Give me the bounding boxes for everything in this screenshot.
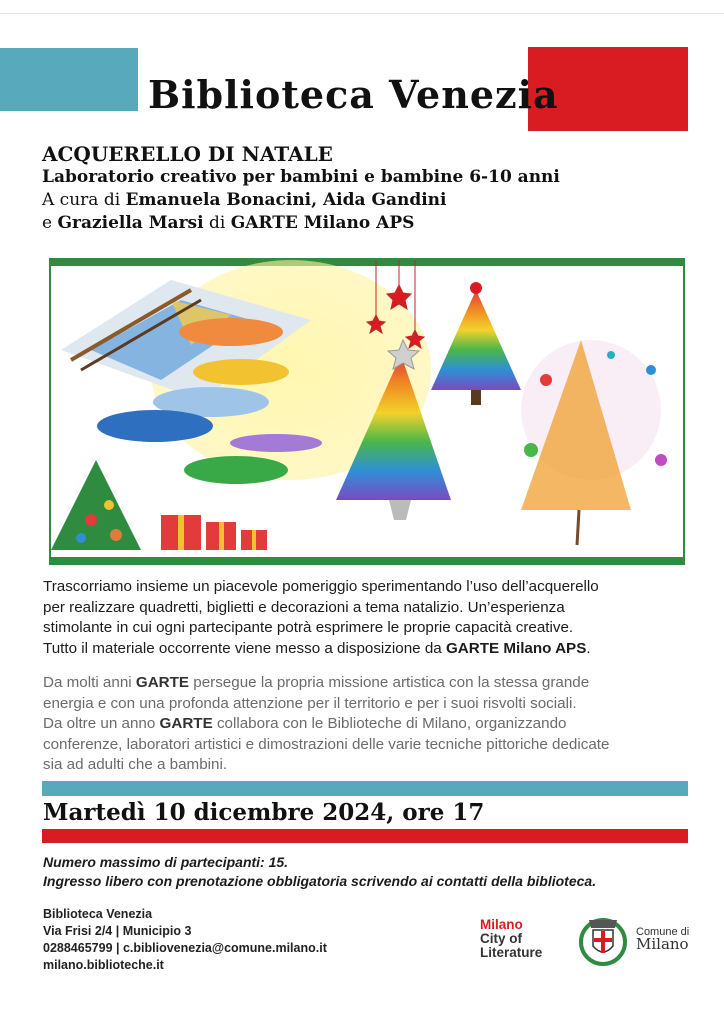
event-date: Martedì 10 dicembre 2024, ore 17 <box>43 799 485 826</box>
green-paint-pan <box>184 456 288 484</box>
about-line: sia ad adulti che a bambini. <box>43 756 228 773</box>
watercolor-splash-tree <box>521 340 667 545</box>
description-line: stimolante in cui ogni partecipante potrà esprimere le proprie capacità creative. <box>43 619 574 636</box>
contact-phone-email[interactable]: 0288465799 | c.bibliovenezia@comune.milano.it <box>43 941 327 955</box>
milano-city-of-literature-logo: Milano City of Literature <box>480 917 543 960</box>
top-divider <box>0 13 724 14</box>
library-title: Biblioteca Venezia <box>148 72 559 117</box>
about-line: energia e con una profonda attenzione per il territorio e per i suoi risvolti sociali. <box>43 694 577 712</box>
description-line: per realizzare quadretti, biglietti e decorazioni a tema natalizio. Un’esperienza <box>43 598 565 616</box>
illustration-frame <box>49 258 685 565</box>
event-heading <box>42 143 560 235</box>
about-line: Da oltre un anno GARTE collabora con le Biblioteche di Milano, organizzando <box>43 715 567 732</box>
event-description <box>43 577 693 659</box>
yellow-paint-pan <box>193 359 289 385</box>
event-subtitle: Laboratorio creativo per bambini e bambine 6-10 anni <box>42 167 560 187</box>
event-title: ACQUERELLO DI NATALE <box>42 142 333 166</box>
contact-website[interactable]: milano.biblioteche.it <box>43 958 164 972</box>
teal-divider-bar <box>42 781 688 796</box>
about-line: conferenze, laboratori artistici e dimostrazioni delle varie tecniche pittoriche dedicate <box>43 735 610 753</box>
comune-di-milano-crest-icon <box>575 912 631 968</box>
about-line: Da molti anni GARTE persegue la propria missione artistica con la stessa grande <box>43 674 590 691</box>
description-line: Trascorriamo insieme un piacevole pomeriggio sperimentando l’uso dell’acquerello <box>43 578 599 595</box>
library-contact <box>43 906 327 974</box>
contact-address: Via Frisi 2/4 | Municipio 3 <box>43 924 192 938</box>
comune-di-milano-logo-text: Comune di Milano <box>636 926 690 953</box>
garte-about <box>43 673 693 776</box>
colorful-christmas-tree <box>431 282 521 405</box>
blue-paint-pan <box>97 410 213 442</box>
participation-info <box>43 853 596 891</box>
contact-name: Biblioteca Venezia <box>43 907 153 921</box>
teal-accent-block <box>0 48 138 111</box>
gift-boxes <box>161 515 267 550</box>
paper-christmas-tree <box>51 460 141 550</box>
description-line: Tutto il materiale occorrente viene messo a disposizione da GARTE Milano APS. <box>43 639 591 657</box>
watercolor-christmas-illustration <box>51 260 683 563</box>
max-participants: Numero massimo di partecipanti: 15. <box>43 854 289 870</box>
orange-paint-pan <box>179 318 283 346</box>
red-divider-bar <box>42 829 688 843</box>
entry-info: Ingresso libero con prenotazione obbligatoria scrivendo ai contatti della biblioteca. <box>43 873 597 889</box>
curators-line-1: A cura di Emanuela Bonacini, Aida Gandini <box>42 190 447 210</box>
purple-paint-pan <box>230 434 322 452</box>
curators-line-2: e Graziella Marsi di GARTE Milano APS <box>42 213 415 233</box>
